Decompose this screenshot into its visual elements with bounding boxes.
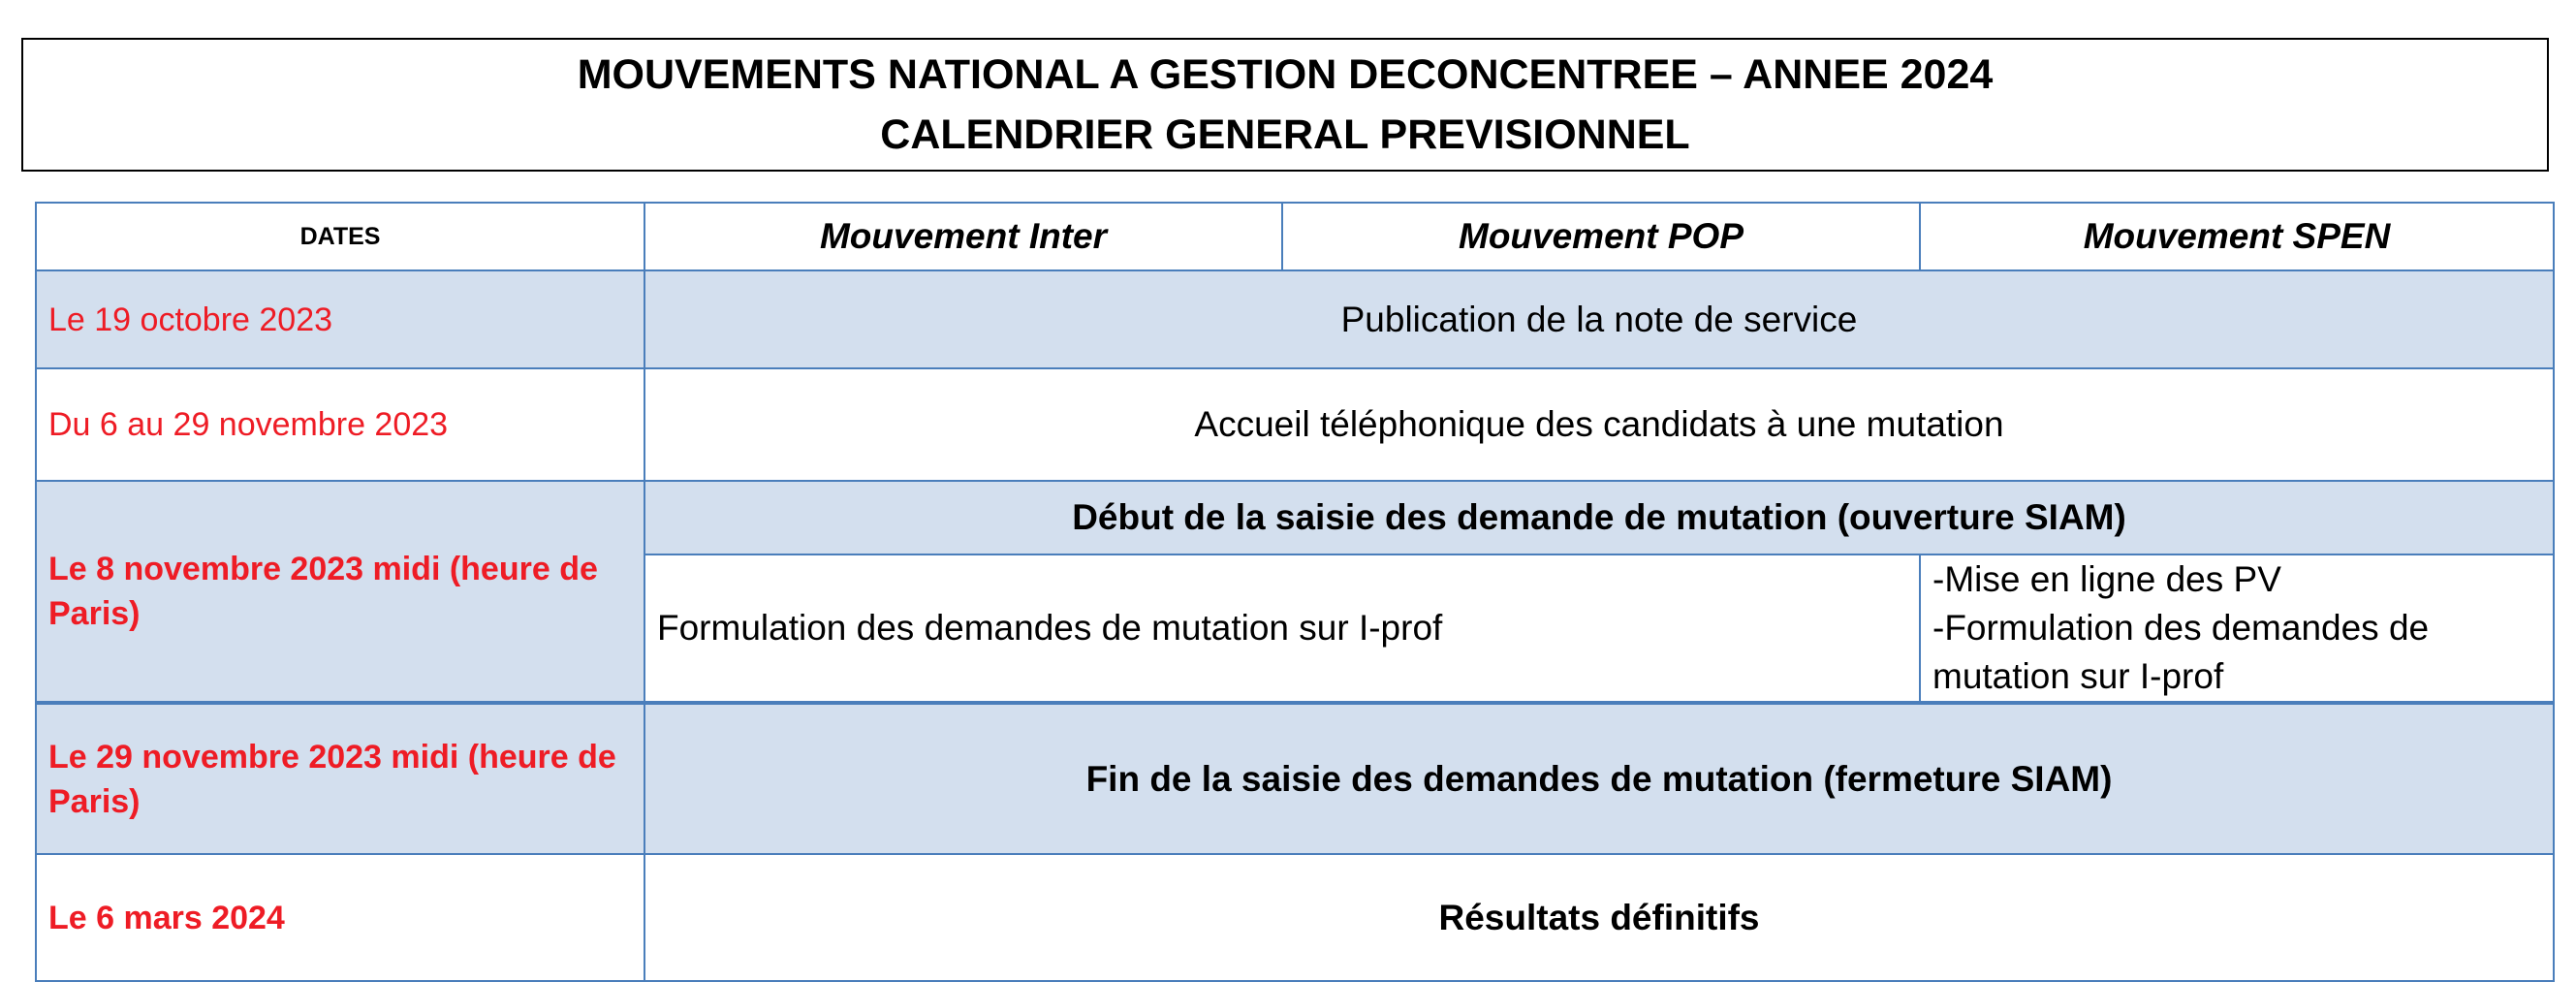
table-row: [36, 481, 2554, 554]
table-header-row: [36, 203, 2554, 270]
row-event: Publication de la note de service: [644, 270, 2554, 368]
calendar-table: [35, 202, 2555, 982]
header-mouvement-inter: Mouvement Inter: [644, 203, 1282, 270]
title-line-1: MOUVEMENTS NATIONAL A GESTION DECONCENTREE – ANNEE 2024: [577, 51, 1994, 98]
table-row: [36, 703, 2554, 854]
row-event: Résultats définitifs: [644, 854, 2554, 981]
header-dates: DATES: [36, 203, 644, 270]
row-date: Le 29 novembre 2023 midi (heure de Paris): [36, 703, 644, 854]
row-date: Du 6 au 29 novembre 2023: [36, 368, 644, 481]
document-title: [21, 38, 2549, 172]
table-row: [36, 854, 2554, 981]
row-event: Début de la saisie des demande de mutation (ouverture SIAM): [644, 481, 2554, 554]
row-event: Fin de la saisie des demandes de mutation (fermeture SIAM): [644, 703, 2554, 854]
row-date: Le 19 octobre 2023: [36, 270, 644, 368]
row-date: Le 8 novembre 2023 midi (heure de Paris): [36, 481, 644, 703]
row-event: Accueil téléphonique des candidats à une mutation: [644, 368, 2554, 481]
row-event-line: -Formulation des demandes de mutation sur I-prof: [1932, 608, 2430, 696]
row-event-inter: Formulation des demandes de mutation sur I-prof: [644, 554, 1920, 703]
header-mouvement-spen: Mouvement SPEN: [1920, 203, 2554, 270]
header-mouvement-pop: Mouvement POP: [1282, 203, 1920, 270]
row-event-line: -Mise en ligne des PV: [1932, 559, 2281, 599]
title-line-2: CALENDRIER GENERAL PREVISIONNEL: [880, 111, 1690, 158]
table-row: [36, 368, 2554, 481]
row-date: Le 6 mars 2024: [36, 854, 644, 981]
table-row: [36, 270, 2554, 368]
row-event-pop-spen: [1920, 554, 2554, 703]
